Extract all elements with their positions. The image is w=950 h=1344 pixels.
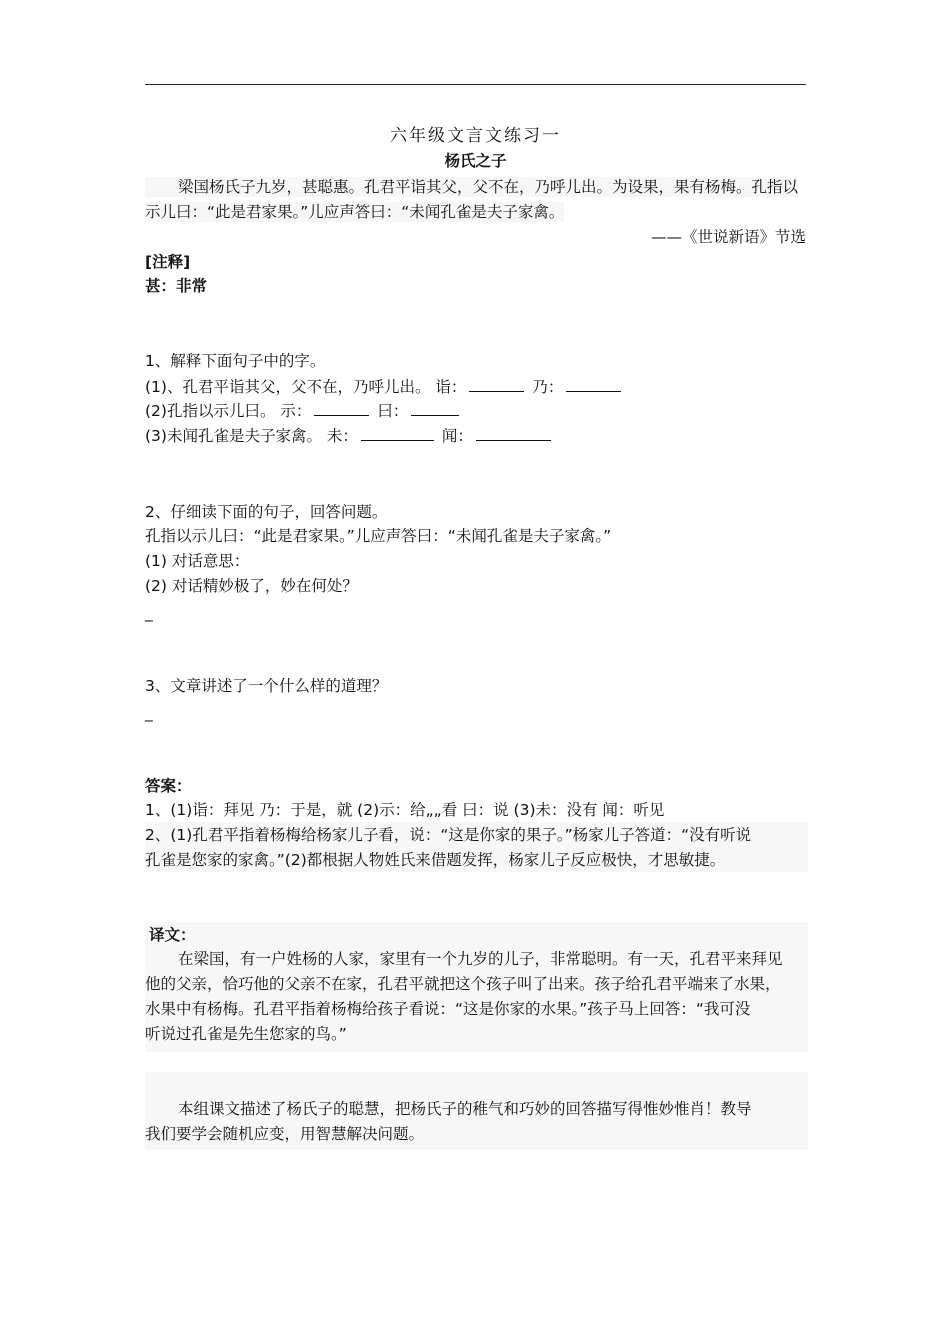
q2-part-2: (2) 对话精妙极了，妙在何处？	[145, 577, 358, 595]
summary-line-1: 本组课文描述了杨氏子的聪慧，把杨氏子的稚气和巧妙的回答描写得惟妙惟肖！教导	[178, 1100, 752, 1118]
passage-source: ——《世说新语》节选	[650, 228, 806, 246]
top-rule	[145, 84, 806, 85]
q2-part-1: (1) 对话意思：	[145, 552, 250, 570]
q2-quote: 孔指以示儿曰：“此是君家果。”儿应声答曰：“未闻孔雀是夫子家禽。”	[145, 527, 612, 545]
q1-s2-blank2[interactable]	[411, 401, 459, 416]
q1-s3-text: (3)未闻孔雀是夫子家禽。	[145, 427, 322, 445]
q1-sentence-1	[145, 377, 624, 397]
answer-1: 1、(1)诣：拜见 乃：于是，就 (2)示：给„„看 曰：说 (3)未：没有 闻：听见	[145, 801, 665, 819]
answer-2-line-1: 2、(1)孔君平指着杨梅给杨家儿子看，说：“这是你家的果子。”杨家儿子答道：“没有听说	[145, 826, 752, 844]
q1-s2-key1: 示：	[280, 402, 312, 420]
q1-s3-blank1[interactable]	[361, 426, 434, 441]
q1-s1-key1: 诣：	[435, 378, 467, 396]
translation-line-4: 听说过孔雀是先生您家的鸟。”	[145, 1025, 347, 1043]
answers-heading: 答案：	[145, 777, 192, 795]
q1-s2-text: (2)孔指以示儿曰。	[145, 402, 276, 420]
q3-title: 3、文章讲述了一个什么样的道理？	[145, 677, 388, 695]
q1-s2-blank1[interactable]	[314, 401, 369, 416]
q3-answer-blank[interactable]: _	[145, 704, 153, 722]
q2-answer-blank[interactable]: _	[145, 604, 153, 622]
page-title: 六年级文言文练习一	[390, 126, 561, 146]
q1-s3-key2: 闻：	[441, 427, 473, 445]
translation-line-1: 在梁国，有一户姓杨的人家，家里有一个九岁的儿子，非常聪明。有一天，孔君平来拜见	[178, 950, 783, 968]
q2-title: 2、仔细读下面的句子，回答问题。	[145, 503, 388, 521]
q1-s1-key2: 乃：	[532, 378, 564, 396]
translation-line-3: 水果中有杨梅。孔君平指着杨梅给孩子看说：“这是你家的水果。”孩子马上回答：“我可没	[145, 1000, 751, 1018]
answer-2-line-2: 孔雀是您家的家禽。”(2)都根据人物姓氏来借题发挥，杨家儿子反应极快，才思敏捷。	[145, 851, 726, 869]
passage-line-2: 示儿曰：“此是君家果。”儿应声答曰：“未闻孔雀是夫子家禽。	[145, 203, 565, 221]
notes-heading: [注释]	[145, 253, 191, 271]
q1-sentence-2	[145, 401, 462, 421]
q1-s1-text: (1)、孔君平诣其父，父不在，乃呼儿出。	[145, 378, 431, 396]
q1-sentence-3	[145, 426, 554, 446]
passage-title: 杨氏之子	[444, 152, 507, 170]
q1-s3-blank2[interactable]	[476, 426, 551, 441]
q1-s3-key1: 未：	[326, 427, 358, 445]
q1-s1-blank1[interactable]	[469, 377, 524, 392]
translation-heading: 译文：	[149, 926, 196, 944]
notes-item: 甚：非常	[145, 277, 208, 295]
q1-s1-blank2[interactable]	[566, 377, 621, 392]
translation-line-2: 他的父亲，恰巧他的父亲不在家，孔君平就把这个孩子叫了出来。孩子给孔君平端来了水果，	[145, 975, 781, 993]
passage-line-1: 梁国杨氏子九岁，甚聪惠。孔君平诣其父，父不在，乃呼儿出。为设果，果有杨梅。孔指以	[145, 177, 798, 197]
q1-title: 1、解释下面句子中的字。	[145, 352, 326, 370]
q1-s2-key2: 曰：	[377, 402, 409, 420]
summary-line-2: 我们要学会随机应变，用智慧解决问题。	[145, 1125, 425, 1143]
